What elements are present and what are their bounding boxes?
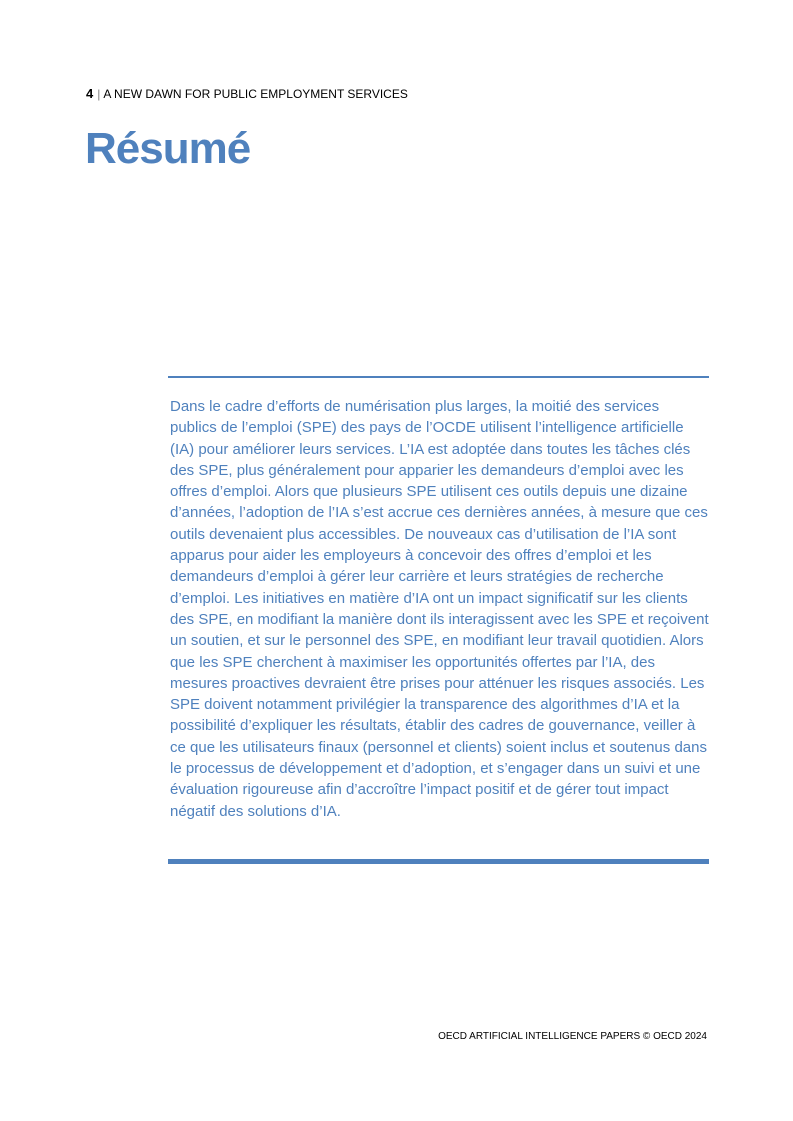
page-number: 4 [86, 86, 94, 101]
summary-box [168, 376, 709, 864]
summary-top-rule [168, 376, 709, 378]
summary-text: Dans le cadre d’efforts de numérisation plus larges, la moitié des services publics de l’emploi (SPE) des pays de l’OCDE utilisent l’intelligence artificielle (IA) pour améliorer leurs services. L’IA est adoptée dans toutes les tâches clés des SPE, plus généralement pour apparier les demandeurs d’emploi avec les offres d’emploi. Alors que plusieurs SPE utilisent ces outils depuis une dizaine d’années, l’adoption de l’IA s’est accrue ces dernières années, à mesure que ces outils devenaient plus accessibles. De nouveaux cas d’utilisation de l’IA sont apparus pour aider les employeurs à concevoir des offres d’emploi et les demandeurs d’emploi à gérer leur carrière et leurs stratégies de recherche d’emploi. Les initiatives en matière d’IA ont un impact significatif sur les clients des SPE, en modifiant la manière dont ils interagissent avec les SPE et reçoivent un soutien, et sur le personnel des SPE, en modifiant leur travail quotidien. Alors que les SPE cherchent à maximiser les opportunités offertes par l’IA, des mesures proactives devraient être prises pour atténuer les risques associés. Les SPE doivent notamment privilégier la transparence des algorithmes d’IA et la possibilité d’expliquer les résultats, établir des cadres de gouvernance, veiller à ce que les utilisateurs finaux (personnel et clients) soient inclus et soutenus dans le processus de développement et d’adoption, et s’engager dans un suivi et une évaluation rigoureuse afin d’accroître l’impact positif et de gérer tout impact négatif des solutions d’IA. [170, 398, 709, 820]
running-title: A NEW DAWN FOR PUBLIC EMPLOYMENT SERVICES [103, 87, 408, 101]
running-header [86, 86, 408, 102]
page-footer: OECD ARTIFICIAL INTELLIGENCE PAPERS © OECD 2024 [438, 1031, 707, 1042]
page-title: Résumé [85, 124, 251, 173]
summary-bottom-rule [168, 859, 709, 864]
header-separator: | [97, 87, 101, 101]
